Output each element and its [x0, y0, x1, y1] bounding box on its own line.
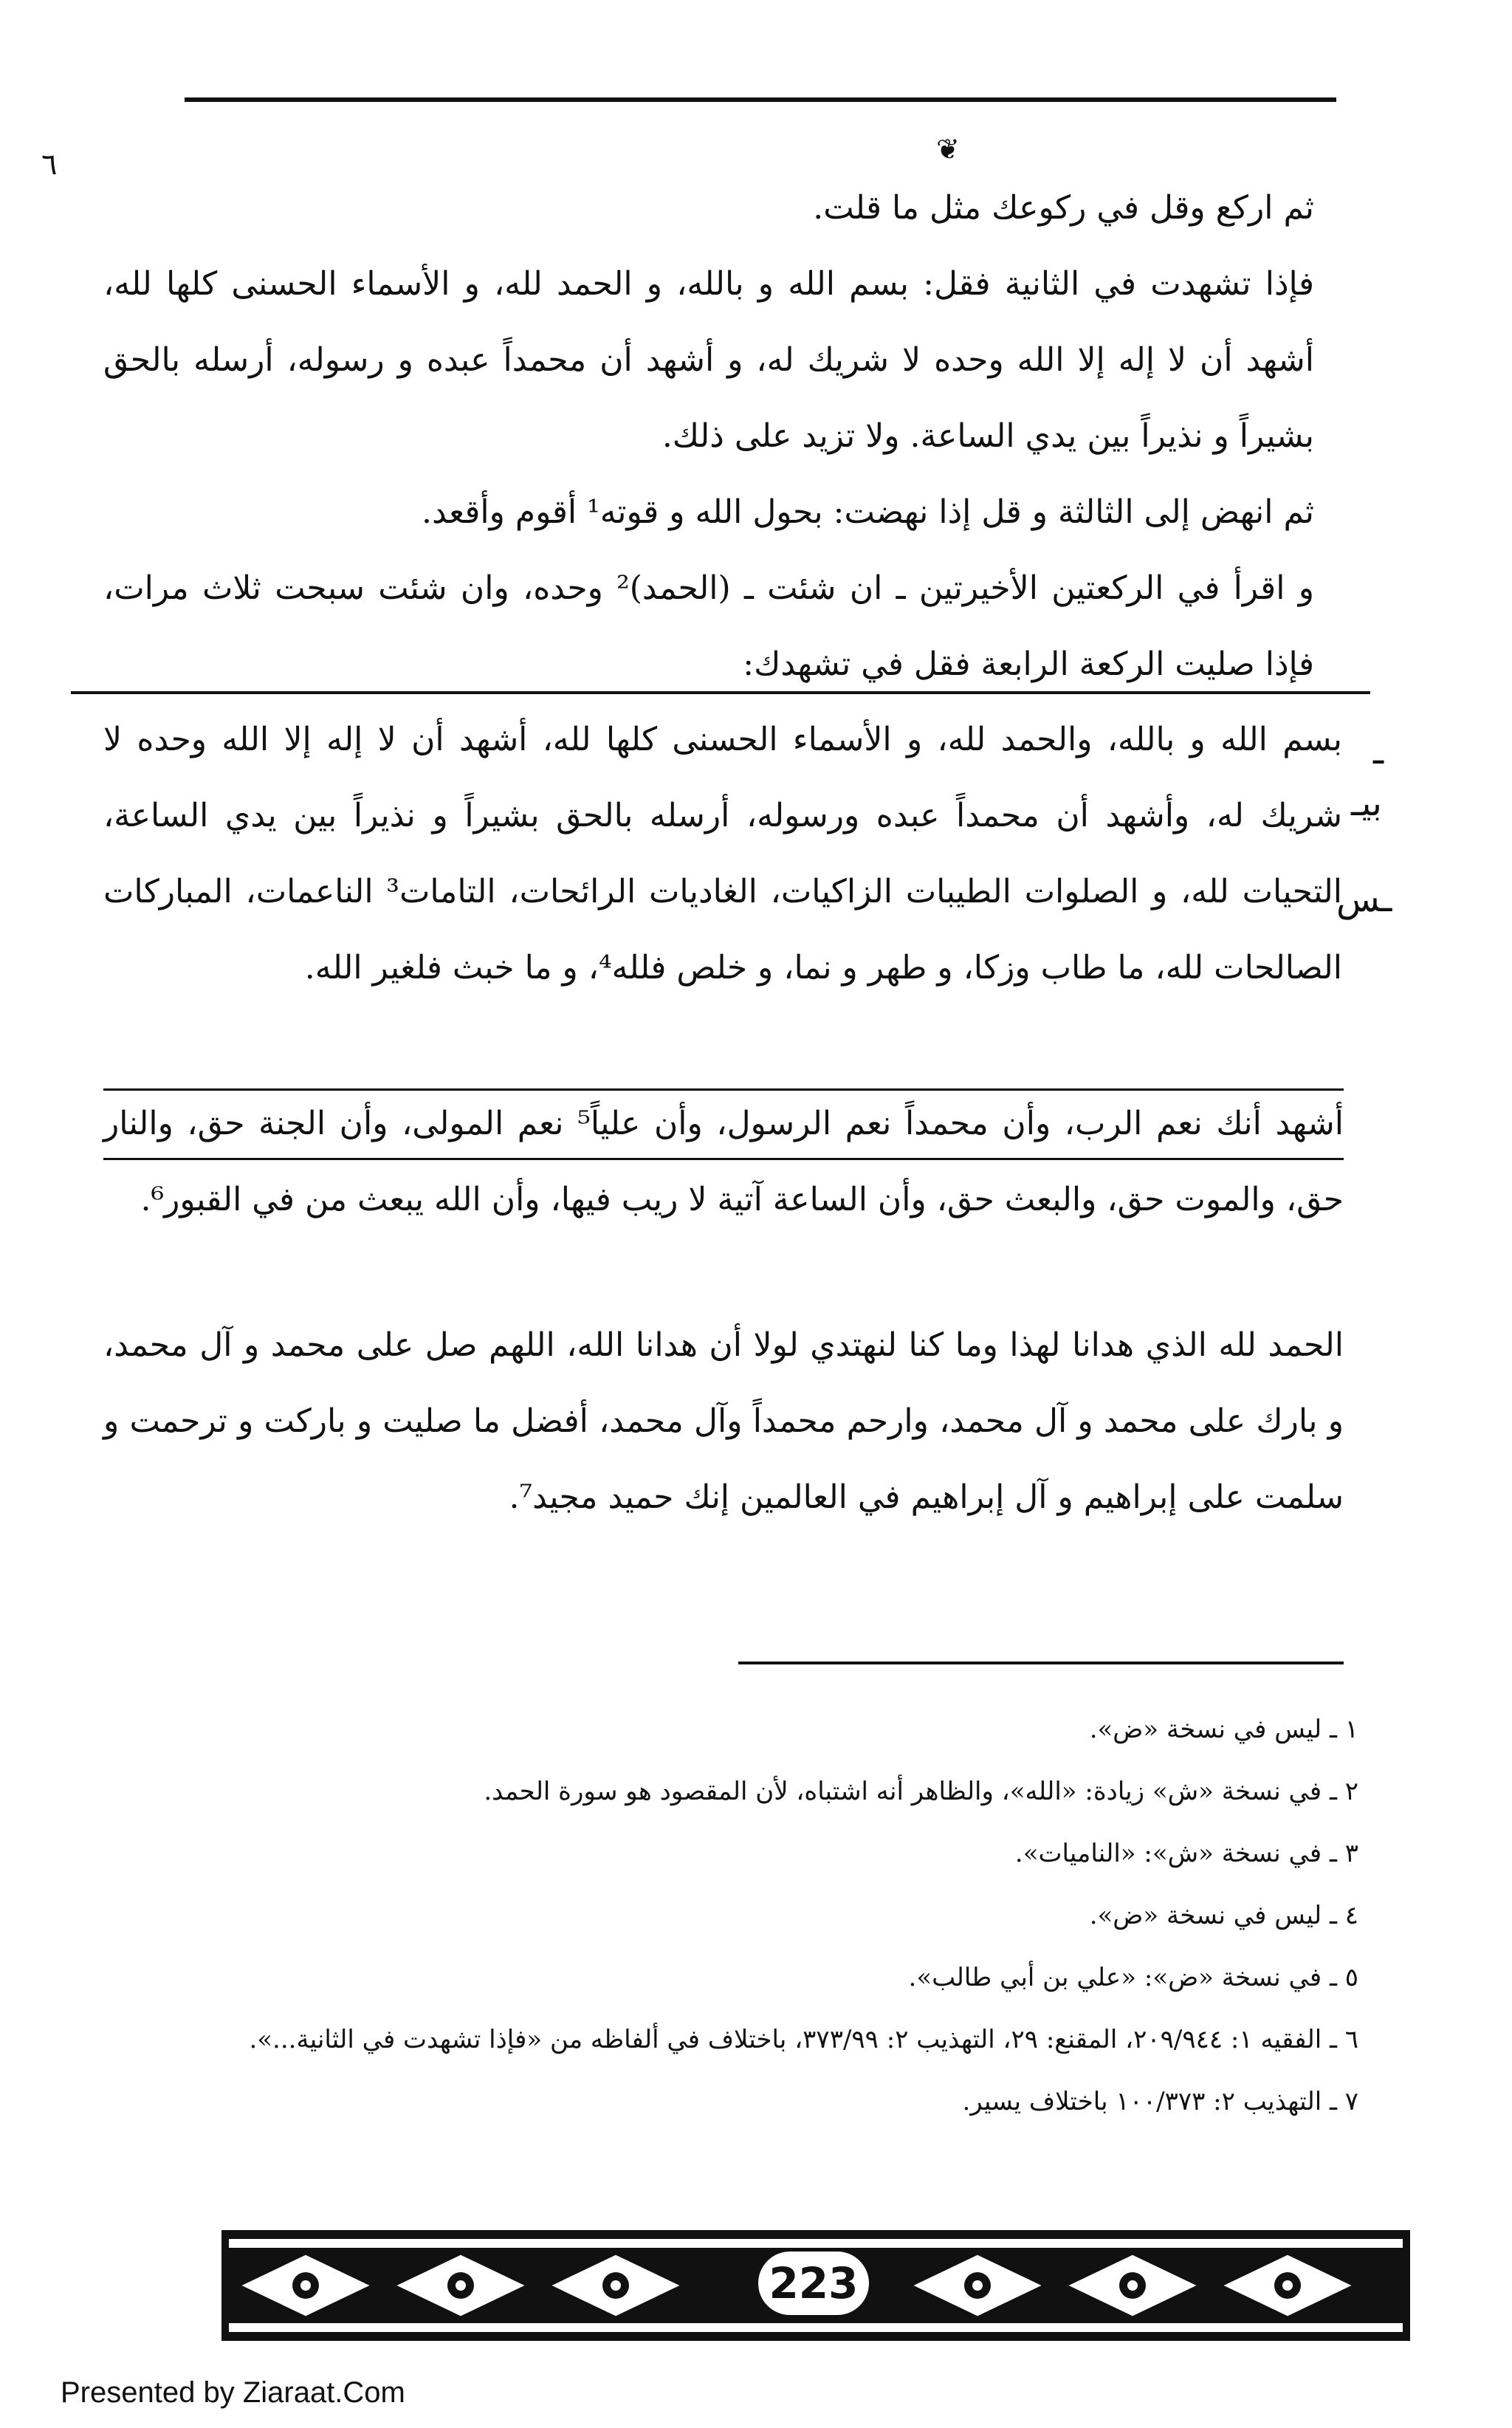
header-rule — [185, 97, 1336, 102]
footnote: ٧ ـ التهذيب ٢: ١٠٠/٣٧٣ باختلاف يسير. — [962, 2087, 1358, 2116]
paragraph: ثم انهض إلى الثالثة و قل إذا نهضت: بحول الله و قوته¹ أقوم وأقعد. — [422, 493, 1314, 531]
footnotes — [162, 1698, 1358, 2133]
paragraph: فإذا تشهدت في الثانية فقل: بسم الله و بالله، و الحمد لله، و الأسماء الحسنى كلها لله، أشهد أن لا إله إلا الله وحده لا شريك له، و أشهد أن محمداً عبده و رسوله، أرسله بالحق بشيراً و نذيراً بين يدي الساعة. ولا تزيد على ذلك. — [103, 265, 1314, 455]
text-section-2 — [103, 702, 1342, 1006]
margin-note: ـ — [1373, 731, 1384, 772]
footnote: ٦ ـ الفقيه ١: ٢٠٩/٩٤٤، المقنع: ٢٩، التهذيب ٢: ٣٧٣/٩٩، باختلاف في ألفاظه من «فإذا تشهدت في الثانية...». — [249, 2025, 1358, 2054]
section-divider — [71, 691, 1370, 694]
credit-line: Presented by Ziaraat.Com — [61, 2376, 405, 2409]
paragraph: ثم اركع وقل في ركوعك مثل ما قلت. — [813, 189, 1314, 227]
text-section-4 — [103, 1307, 1344, 1535]
footnote-rule — [738, 1661, 1344, 1664]
footnote: ٣ ـ في نسخة «ش»: «الناميات». — [1014, 1839, 1358, 1868]
footnote: ١ ـ ليس في نسخة «ض». — [1089, 1715, 1358, 1744]
paragraph: بسم الله و بالله، والحمد لله، و الأسماء الحسنى كلها لله، أشهد أن لا إله إلا الله وحده لا شريك له، وأشهد أن محمداً عبده ورسوله، أرسله بالحق بشيراً و نذيراً بين يدي الساعة، التحيات لله، و الصلوات الطيبات الزاكيات، الغاديات الرائحات، التامات³ الناعمات، المباركات الصالحات لله، ما طاب وزكا، و طهر و نما، و خلص فلله⁴، و ما خبث فلغير الله. — [103, 721, 1342, 987]
footnote: ٢ ـ في نسخة «ش» زيادة: «الله»، والظاهر أنه اشتباه، لأن المقصود هو سورة الحمد. — [484, 1777, 1358, 1806]
side-mark: ٦ — [41, 148, 58, 182]
margin-note: بيـ — [1351, 783, 1382, 824]
page-number: 223 — [755, 2248, 873, 2319]
margin-note: ـس — [1336, 879, 1392, 920]
header-ornament: ❦ — [936, 133, 960, 165]
text-section-3 — [103, 1086, 1344, 1238]
footnote: ٤ ـ ليس في نسخة «ض». — [1089, 1901, 1358, 1930]
paragraph: أشهد أنك نعم الرب، وأن محمداً نعم الرسول، وأن علياً⁵ نعم المولى، وأن الجنة حق، والنار حق، والموت حق، والبعث حق، وأن الساعة آتية لا ريب فيها، وأن الله يبعث من في القبور⁶. — [103, 1105, 1344, 1218]
paragraph: و اقرأ في الركعتين الأخيرتين ـ ان شئت ـ (الحمد)² وحده، وان شئت سبحت ثلاث مرات، فإذا صليت الركعة الرابعة فقل في تشهدك: — [103, 569, 1314, 683]
text-section-1 — [103, 170, 1344, 702]
footnote: ٥ ـ في نسخة «ض»: «علي بن أبي طالب». — [908, 1963, 1358, 1992]
paragraph: الحمد لله الذي هدانا لهذا وما كنا لنهتدي لولا أن هدانا الله، اللهم صل على محمد و آل محمد، و بارك على محمد و آل محمد، وارحم محمداً وآل محمد، أفضل ما صليت و باركت و ترحمت و سلمت على إبراهيم و آل إبراهيم في العالمين إنك حميد مجيد⁷. — [103, 1326, 1344, 1516]
